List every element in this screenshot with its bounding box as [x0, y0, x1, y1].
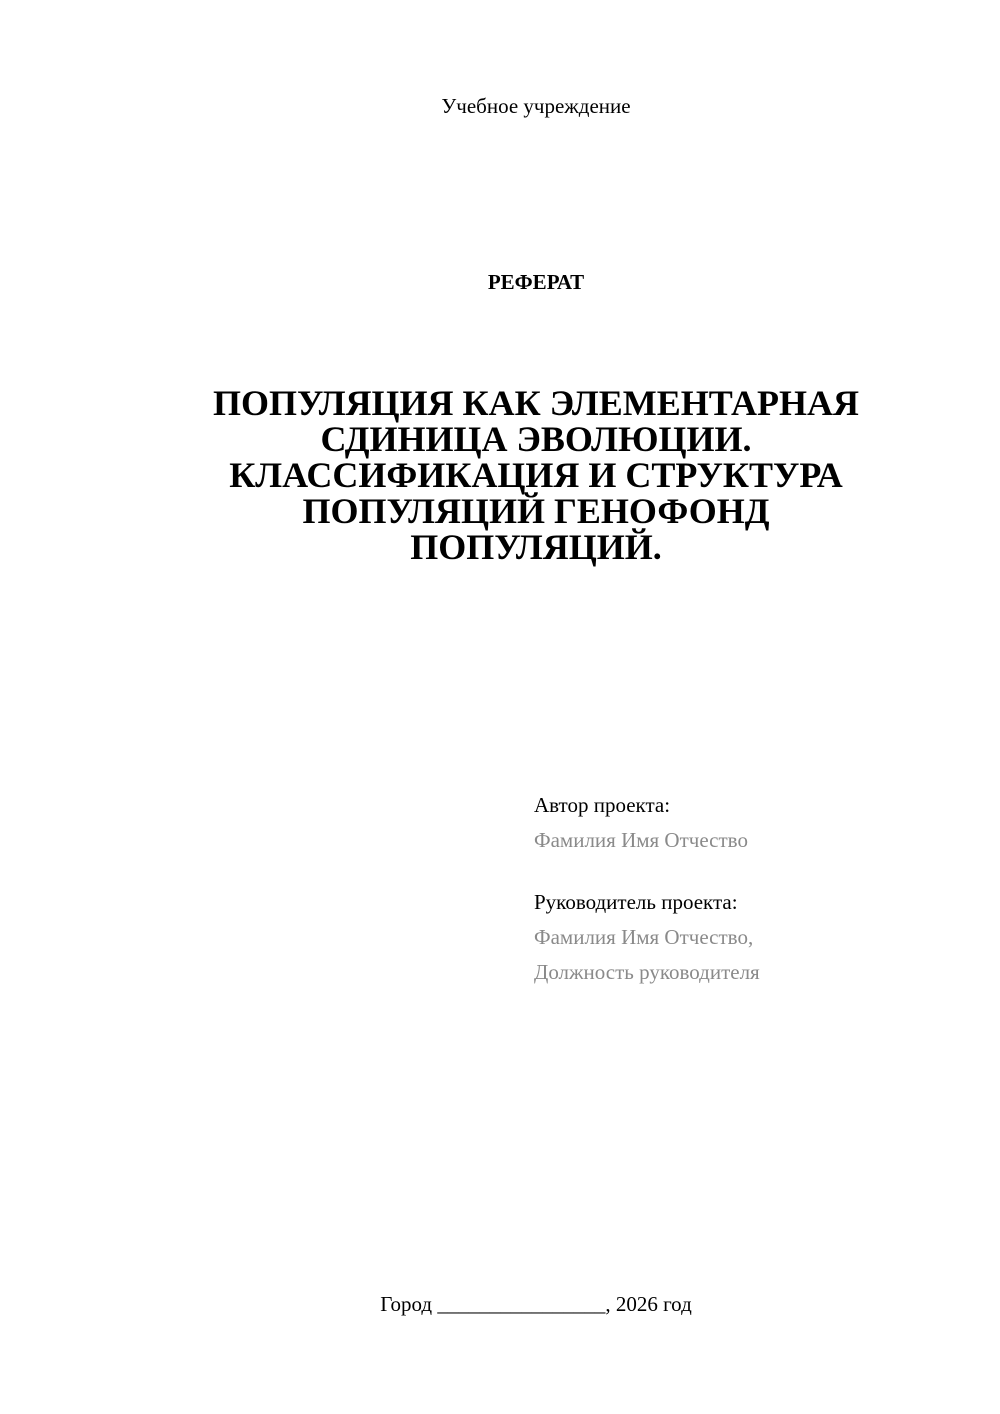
institution-name: Учебное учреждение: [441, 94, 631, 118]
author-label: Автор проекта:: [534, 793, 671, 817]
title-line-4: ПОПУЛЯЦИЙ ГЕНОФОНД: [302, 491, 770, 531]
supervisor-label: Руководитель проекта:: [534, 890, 738, 914]
title-line-3: КЛАССИФИКАЦИЯ И СТРУКТУРА: [229, 455, 843, 495]
credits-block: [534, 788, 974, 990]
city-year-line: Город ________________, 2026 год: [380, 1292, 692, 1316]
title-line-2: СДИНИЦА ЭВОЛЮЦИИ.: [320, 419, 752, 459]
title-line-1: ПОПУЛЯЦИЯ КАК ЭЛЕМЕНТАРНАЯ: [213, 383, 859, 423]
title-line-5: ПОПУЛЯЦИЙ.: [410, 527, 662, 567]
author-name-placeholder: Фамилия Имя Отчество: [534, 828, 748, 852]
supervisor-position-placeholder: Должность руководителя: [534, 960, 760, 984]
supervisor-name-placeholder: Фамилия Имя Отчество,: [534, 925, 754, 949]
credits-spacer: [534, 858, 974, 885]
document-type-label: РЕФЕРАТ: [487, 270, 585, 294]
document-title: [175, 385, 897, 565]
